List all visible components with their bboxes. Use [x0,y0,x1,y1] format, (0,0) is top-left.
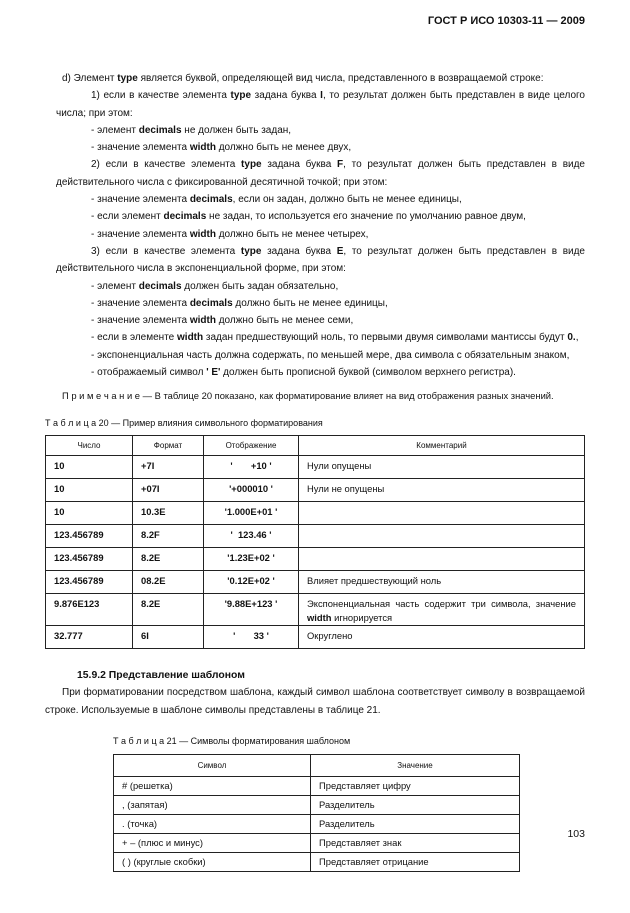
text-span: , то результат должен быть представлен в виде целого числа; при этом: [56,90,585,119]
table-cell [299,524,585,547]
paragraph [55,191,585,208]
paragraph [55,347,585,364]
bold-term: ' E' [206,367,221,379]
table-cell: ' 33 ' [204,625,299,648]
table-cell: '0.12E+02 ' [204,570,299,593]
table-cell: . (точка) [114,815,311,834]
table-row [46,501,585,524]
bold-term: width [189,228,216,240]
paragraph [56,87,585,122]
text-span: - элемент [91,124,139,136]
table-row [114,815,520,834]
section-text: При форматировании посредством шаблона, каждый символ шаблона соответствует символу в возвращаемой строке. Используемые в шаблоне символы представлены в таблице 21. [45,687,585,716]
column-header: Символ [114,755,311,777]
text-span: П р и м е ч а н и е — В таблице 20 показано, как форматирование влияет на вид отображения разных значений. [62,390,554,402]
text-span: является буквой, определяющей вид числа, представленного в возвращаемой строке: [137,73,544,84]
bold-term: decimals [138,280,182,292]
table-cell: 8.2F [133,524,204,547]
bold-term: decimals [189,194,233,206]
text-span: задана буква [261,245,337,257]
bold-term: F [337,159,344,171]
table-cell: , (запятая) [114,796,311,815]
table-cell: '1.000E+01 ' [204,501,299,524]
bold-term: decimals [138,124,182,136]
text-span: задана буква [261,159,338,171]
paragraphs [45,70,585,405]
column-header: Формат [133,435,204,455]
table-cell: 9.876E123 [46,593,133,625]
table-20-caption: Т а б л и ц а 20 — Пример влияния символьного форматирования [45,417,323,428]
text-span: задан предшествующий ноль, то первыми двумя символами мантиссы будут [203,332,568,344]
bold-term: I [320,90,323,102]
table-cell: 10 [46,455,133,478]
table-row [46,570,585,593]
paragraph [55,329,585,346]
table-cell: 10 [46,478,133,501]
text-span: - значение элемента [91,228,190,240]
paragraph [55,226,585,243]
paragraph [55,208,585,225]
text-span: должно быть не менее двух, [215,142,352,154]
column-header: Число [46,435,133,455]
table-row [114,777,520,796]
table-cell: Разделитель [311,815,520,834]
table-cell: ( ) (круглые скобки) [114,853,311,872]
bold-term: width [177,332,204,344]
table-row [46,478,585,501]
table-cell: Разделитель [311,796,520,815]
table-cell: ' +10 ' [204,455,299,478]
text-span: d) Элемент [62,73,118,84]
text-span: - отображаемый символ [91,367,207,379]
text-span: 2) если в качестве элемента [91,159,242,171]
text-span: 1) если в качестве элемента [91,90,231,102]
bold-term: type [230,90,252,102]
table-cell: Нули не опущены [299,478,585,501]
text-span: , то результат должен быть представлен в виде действительного числа с фиксированной десятичной точкой; при этом: [56,159,585,188]
table-row [114,853,520,872]
table-cell: # (решетка) [114,777,311,796]
table-cell: ' 123.46 ' [204,524,299,547]
table-cell: Представляет цифру [311,777,520,796]
text-span: должен быть задан обязательно, [181,280,339,292]
bold-term: type [241,159,262,171]
table-21-caption: Т а б л и ц а 21 — Символы форматирования шаблоном [113,735,351,746]
bold-term: decimals [189,297,233,309]
text-span: width [307,611,332,623]
text-span: - если элемент [91,211,164,223]
text-span: - элемент [91,280,139,292]
table-cell: 10 [46,501,133,524]
paragraph [56,156,585,191]
bold-term: decimals [163,211,207,223]
table-cell: '+000010 ' [204,478,299,501]
table-cell: Округлено [299,625,585,648]
text-span: должен быть прописной буквой (символом верхнего регистра). [220,367,516,379]
column-header: Значение [311,755,520,777]
table-cell: +7I [133,455,204,478]
paragraph [45,70,585,87]
paragraph [55,278,585,295]
table-cell: 8.2E [133,593,204,625]
text-span: - экспоненциальная часть должна содержать, по меньшей мере, два символа с обязательным знаком, [91,349,570,361]
table-20 [45,435,585,649]
text-span: 3) если в качестве элемента [91,245,241,257]
bold-term: 0. [567,332,576,344]
table-cell: 32.777 [46,625,133,648]
text-span: задана буква [251,90,321,102]
table-cell: 08.2E [133,570,204,593]
table-cell [299,547,585,570]
paragraph [55,364,585,381]
table-row [114,834,520,853]
column-header: Отображение [204,435,299,455]
table-cell: 123.456789 [46,547,133,570]
table-row [46,455,585,478]
text-span: - значение элемента [91,194,190,206]
table-row [46,625,585,648]
section-heading: 15.9.2 Представление шаблоном [77,669,245,681]
paragraph [55,312,585,329]
text-span: - значение элемента [91,142,190,154]
text-span: , то результат должен быть представлен в виде действительного числа в экспоненциальной форме, при этом: [56,245,585,275]
table-cell: '9.88E+123 ' [204,593,299,625]
table-cell: Представляет знак [311,834,520,853]
note-paragraph [45,387,585,404]
paragraph [56,243,585,278]
table-row [46,524,585,547]
table-cell: 6I [133,625,204,648]
text-span: игнорируется [331,611,393,623]
table-cell: Влияет предшествующий ноль [299,570,585,593]
bold-term: type [240,245,262,257]
text-span: не должен быть задан, [181,124,292,136]
text-span: Экспоненциальная часть содержит три символа, значение [307,597,576,609]
document-body [45,70,585,872]
bold-term: width [189,315,216,327]
table-cell: 8.2E [133,547,204,570]
paragraph [55,122,585,139]
table-row [46,547,585,570]
paragraph [55,295,585,312]
document-header: ГОСТ Р ИСО 10303-11 — 2009 [427,15,585,27]
table-cell: + – (плюс и минус) [114,834,311,853]
text-span: должно быть не менее единицы, [232,297,388,309]
table-row [46,593,585,625]
text-span: - значение элемента [91,297,190,309]
table-cell [299,593,585,625]
text-span: , [575,332,579,344]
table-cell: '1.23E+02 ' [204,547,299,570]
text-span: - значение элемента [91,315,190,327]
table-21 [113,754,520,872]
text-span: , если он задан, должно быть не менее единицы, [232,194,462,206]
text-span: должно быть не менее четырех, [215,228,369,240]
bold-term: type [117,73,138,84]
table-row [114,796,520,815]
bold-term: E [336,245,344,257]
table-cell: Представляет отрицание [311,853,520,872]
text-span: должно быть не менее семи, [215,315,354,327]
page-number: 103 [567,828,585,840]
text-span: не задан, то используется его значение по умолчанию равное двум, [206,211,526,223]
table-cell [299,501,585,524]
table-cell: 10.3E [133,501,204,524]
text-span: - если в элементе [91,332,178,344]
table-cell: 123.456789 [46,570,133,593]
table-cell: Нули опущены [299,455,585,478]
table-cell: 123.456789 [46,524,133,547]
bold-term: width [189,142,216,154]
table-cell: +07I [133,478,204,501]
paragraph [55,139,585,156]
column-header: Комментарий [299,435,585,455]
